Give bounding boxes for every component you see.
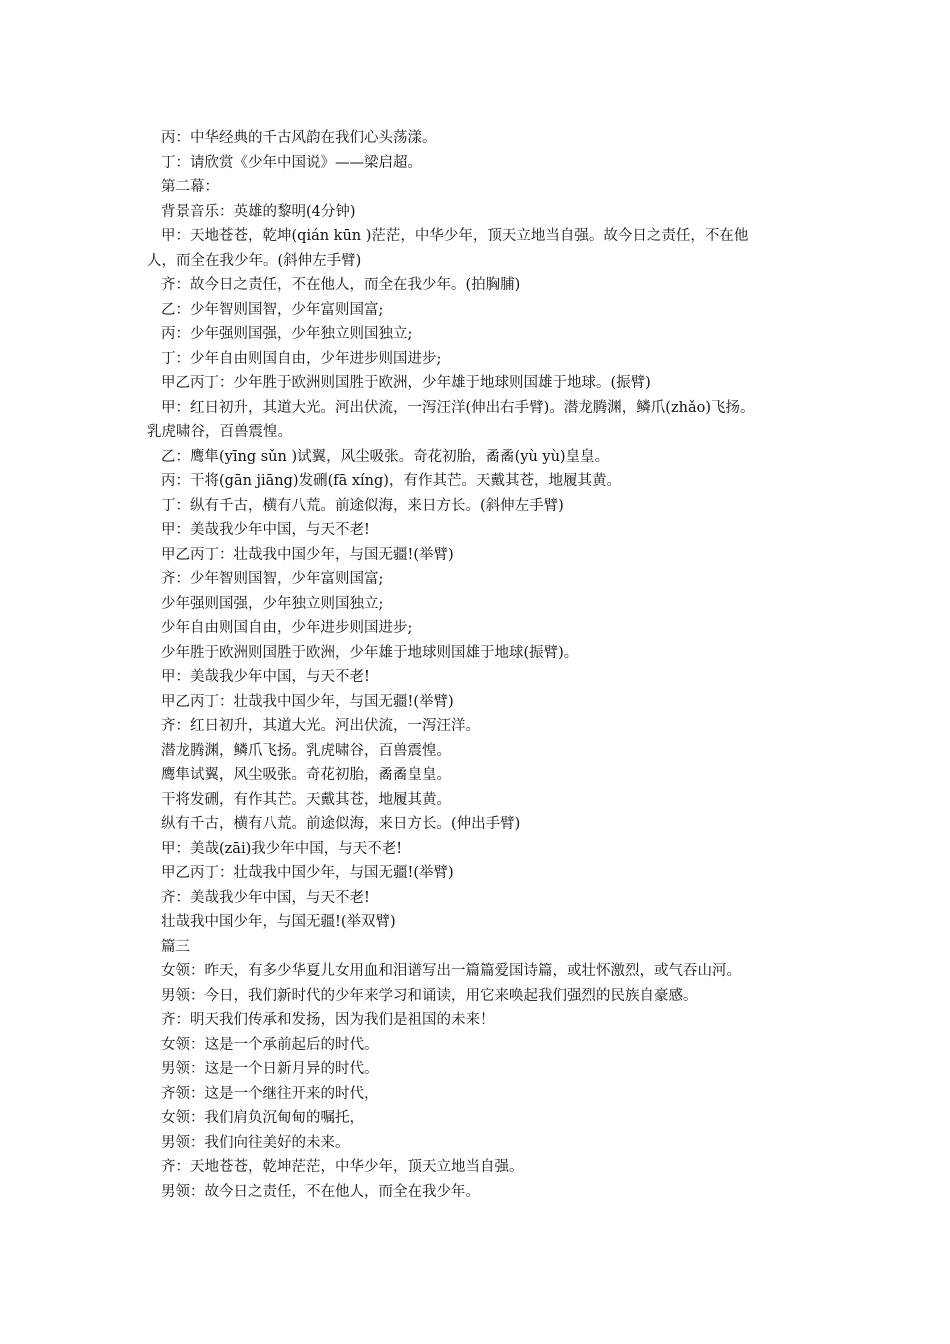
text-line: 齐：明天我们传承和发扬，因为我们是祖国的未来！ (161, 1012, 495, 1028)
text-line: 女领：我们肩负沉甸甸的嘱托， (161, 1110, 364, 1126)
text-line: 男领：我们向往美好的未来。 (161, 1134, 350, 1151)
text-line-continued: 乳虎啸谷，百兽震惶。 (147, 424, 292, 440)
text-line: 丙：中华经典的千古风韵在我们心头荡漾。 (161, 130, 437, 146)
text-line: 男领：这是一个日新月异的时代。 (161, 1061, 379, 1077)
text-line: 少年自由则国自由，少年进步则国进步; (161, 620, 413, 636)
script-text (147, 126, 817, 1204)
text-line: 鹰隼试翼，风尘吸张。奇花初胎，矞矞皇皇。 (161, 767, 451, 783)
text-line-continued: 人，而全在我少年。(斜伸左手臂) (147, 252, 362, 269)
text-line: 男领：今日，我们新时代的少年来学习和诵读，用它来唤起我们强烈的民族自豪感。 (161, 987, 698, 1004)
text-line: 齐领：这是一个继往开来的时代， (161, 1085, 379, 1102)
text-line: 齐：故今日之责任，不在他人，而全在我少年。(拍胸脯) (161, 277, 521, 293)
text-line: 丙：干将(gān jiāng)发硎(fā xíng)，有作其芒。天戴其苍，地履其黄。 (161, 473, 621, 489)
text-line: 甲：天地苍苍，乾坤(qián kūn )茫茫，中华少年，顶天立地当自强。故今日之责任，不在他 (161, 228, 749, 244)
text-line: 少年胜于欧洲则国胜于欧洲，少年雄于地球则国雄于地球(振臂)。 (161, 644, 579, 661)
text-line: 乙：鹰隼(yīng sǔn )试翼，风尘吸张。奇花初胎，矞矞(yù yù)皇皇。 (161, 448, 610, 465)
text-line: 齐：红日初升，其道大光。河出伏流，一泻汪洋。 (161, 718, 480, 734)
text-line: 少年强则国强，少年独立则国独立; (161, 595, 384, 612)
text-line: 丁：少年自由则国自由，少年进步则国进步; (161, 350, 442, 367)
text-line: 壮哉我中国少年，与国无疆!(举双臂) (161, 914, 396, 930)
text-line: 女领：这是一个承前起后的时代。 (161, 1036, 379, 1053)
text-line: 甲乙丙丁：少年胜于欧洲则国胜于欧洲，少年雄于地球则国雄于地球。(振臂) (161, 375, 651, 391)
text-line: 潜龙腾渊，鳞爪飞扬。乳虎啸谷，百兽震惶。 (161, 742, 451, 759)
text-line: 齐：美哉我少年中国，与天不老! (161, 889, 370, 906)
text-line: 女领：昨天，有多少华夏儿女用血和泪谱写出一篇篇爱国诗篇，或壮怀激烈，或气吞山河。 (161, 963, 741, 979)
text-line: 甲乙丙丁：壮哉我中国少年，与国无疆!(举臂) (161, 865, 454, 881)
text-line: 甲乙丙丁：壮哉我中国少年，与国无疆!(举臂) (161, 693, 454, 710)
section-heading: 第二幕： (161, 179, 219, 195)
text-line: 甲乙丙丁：壮哉我中国少年，与国无疆!(举臂) (161, 546, 454, 563)
text-line: 纵有千古，横有八荒。前途似海，来日方长。(伸出手臂) (161, 816, 521, 832)
text-line: 干将发硎，有作其芒。天戴其苍，地履其黄。 (161, 791, 451, 808)
text-line: 乙：少年智则国智，少年富则国富; (161, 301, 384, 318)
text-line: 齐：少年智则国智，少年富则国富; (161, 571, 384, 587)
text-line: 背景音乐：英雄的黎明(4分钟) (161, 203, 356, 220)
section-heading: 篇三 (161, 938, 190, 955)
text-line: 丁：纵有千古，横有八荒。前途似海，来日方长。(斜伸左手臂) (161, 497, 564, 514)
text-line: 甲：美哉我少年中国，与天不老! (161, 522, 370, 538)
text-line: 齐：天地苍苍，乾坤茫茫，中华少年，顶天立地当自强。 (161, 1159, 524, 1175)
text-line: 男领：故今日之责任，不在他人，而全在我少年。 (161, 1183, 480, 1200)
text-line: 甲：红日初升，其道大光。河出伏流，一泻汪洋(伸出右手臂)。潜龙腾渊，鳞爪(zhǎo)飞扬。 (161, 399, 755, 416)
text-line: 丙：少年强则国强，少年独立则国独立; (161, 326, 413, 342)
text-line: 甲：美哉(zāi)我少年中国，与天不老! (161, 840, 403, 857)
text-line: 丁：请欣赏《少年中国说》——梁启超。 (161, 154, 422, 171)
text-line: 甲：美哉我少年中国，与天不老! (161, 669, 370, 685)
